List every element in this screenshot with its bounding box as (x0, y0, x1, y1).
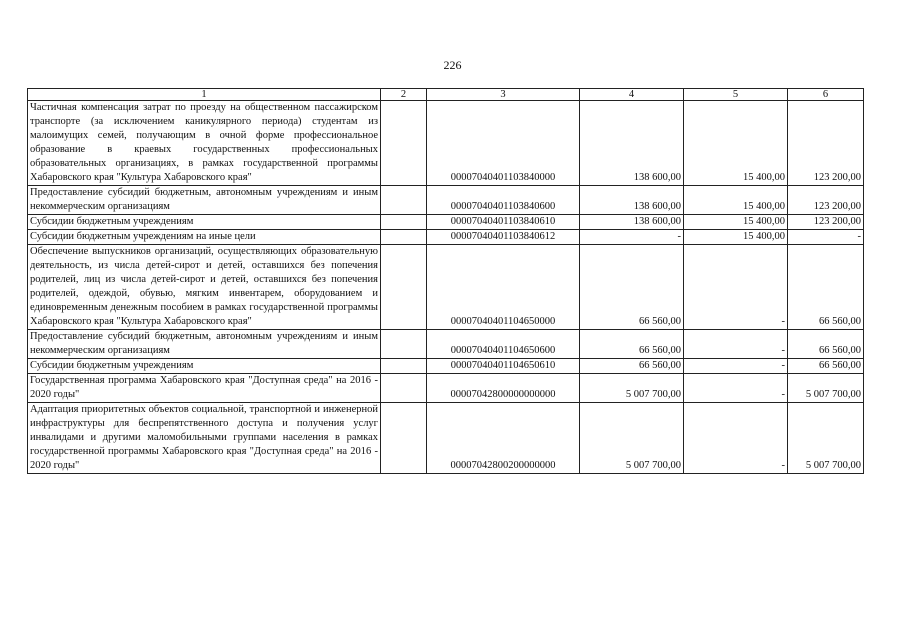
budget-table (27, 88, 864, 474)
row-col2 (381, 403, 427, 474)
row-value-6: - (788, 230, 864, 245)
row-code: 00007040401103840600 (427, 186, 580, 215)
column-header: 5 (684, 89, 788, 101)
row-col2 (381, 359, 427, 374)
column-header: 3 (427, 89, 580, 101)
table-row (28, 245, 864, 330)
row-value-5: - (684, 245, 788, 330)
row-code: 00007040401103840000 (427, 101, 580, 186)
row-value-5: 15 400,00 (684, 101, 788, 186)
row-name: Субсидии бюджетным учреждениям на иные цели (28, 230, 381, 245)
row-col2 (381, 101, 427, 186)
row-code: 00007042800200000000 (427, 403, 580, 474)
row-name: Предоставление субсидий бюджетным, автономным учреждениям и иным некоммерческим организациям (28, 186, 381, 215)
row-col2 (381, 374, 427, 403)
row-code: 00007040401104650610 (427, 359, 580, 374)
table-header-row (28, 89, 864, 101)
column-header: 2 (381, 89, 427, 101)
row-col2 (381, 186, 427, 215)
row-value-4: 66 560,00 (580, 359, 684, 374)
column-header: 6 (788, 89, 864, 101)
row-value-4: 138 600,00 (580, 215, 684, 230)
row-code: 00007040401104650000 (427, 245, 580, 330)
column-header: 1 (28, 89, 381, 101)
row-value-4: - (580, 230, 684, 245)
table-row (28, 403, 864, 474)
row-value-5: 15 400,00 (684, 230, 788, 245)
row-name: Предоставление субсидий бюджетным, автономным учреждениям и иным некоммерческим организациям (28, 330, 381, 359)
row-value-6: 66 560,00 (788, 359, 864, 374)
row-value-6: 123 200,00 (788, 186, 864, 215)
row-value-4: 138 600,00 (580, 186, 684, 215)
row-value-6: 66 560,00 (788, 330, 864, 359)
row-value-6: 5 007 700,00 (788, 403, 864, 474)
row-name: Государственная программа Хабаровского края "Доступная среда" на 2016 - 2020 годы" (28, 374, 381, 403)
row-col2 (381, 330, 427, 359)
row-value-6: 123 200,00 (788, 215, 864, 230)
row-name: Субсидии бюджетным учреждениям (28, 215, 381, 230)
table-row (28, 215, 864, 230)
row-value-5: - (684, 374, 788, 403)
table-row (28, 186, 864, 215)
table-row (28, 230, 864, 245)
table-row (28, 359, 864, 374)
row-code: 00007040401103840610 (427, 215, 580, 230)
table-row (28, 374, 864, 403)
row-name: Адаптация приоритетных объектов социальной, транспортной и инженерной инфраструктуры для беспрепятственного доступа и получения услуг инвалидами и другими маломобильными группами населения в рамках государственной программы Хабаровского края "Доступная среда" на 2016 - 2020 годы" (28, 403, 381, 474)
row-code: 00007040401103840612 (427, 230, 580, 245)
row-col2 (381, 230, 427, 245)
row-value-4: 66 560,00 (580, 330, 684, 359)
table-row (28, 330, 864, 359)
page-number: 226 (443, 58, 462, 72)
row-value-5: - (684, 359, 788, 374)
row-value-5: 15 400,00 (684, 186, 788, 215)
row-value-4: 138 600,00 (580, 101, 684, 186)
row-col2 (381, 215, 427, 230)
row-value-4: 5 007 700,00 (580, 403, 684, 474)
column-header: 4 (580, 89, 684, 101)
row-value-6: 5 007 700,00 (788, 374, 864, 403)
row-value-6: 66 560,00 (788, 245, 864, 330)
row-value-5: - (684, 330, 788, 359)
table-row (28, 101, 864, 186)
row-code: 00007042800000000000 (427, 374, 580, 403)
row-value-5: 15 400,00 (684, 215, 788, 230)
row-value-4: 5 007 700,00 (580, 374, 684, 403)
row-code: 00007040401104650600 (427, 330, 580, 359)
row-col2 (381, 245, 427, 330)
row-name: Обеспечение выпускников организаций, осуществляющих образовательную деятельность, из числа детей-сирот и детей, оставшихся без попечения родителей, лиц из числа детей-сирот и детей, оставшихся без попечения родителей, одеждой, обувью, мягким инвентарем, оборудованием и единовременным денежным пособием в рамках государственной программы Хабаровского края "Культура Хабаровского края" (28, 245, 381, 330)
row-name: Субсидии бюджетным учреждениям (28, 359, 381, 374)
row-name: Частичная компенсация затрат по проезду на общественном пассажирском транспорте (за исключением каникулярного периода) студентам из малоимущих семей, получающим в очной форме профессиональное образование в краевых государственных профессиональных образовательных организациях, в рамках государственной программы Хабаровского края "Культура Хабаровского края" (28, 101, 381, 186)
row-value-6: 123 200,00 (788, 101, 864, 186)
row-value-4: 66 560,00 (580, 245, 684, 330)
row-value-5: - (684, 403, 788, 474)
